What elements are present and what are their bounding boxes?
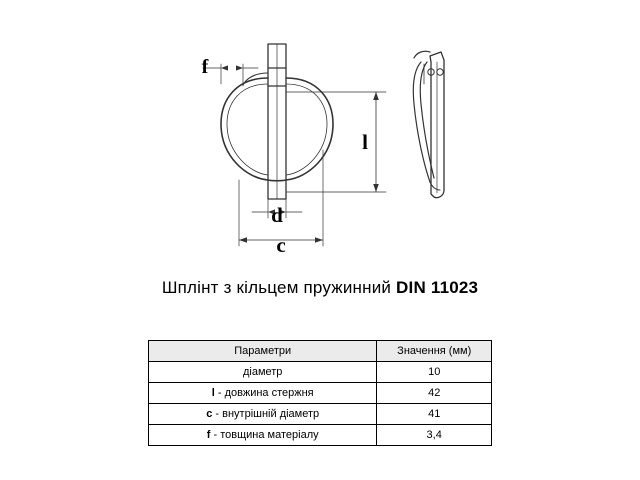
cell-parameter bbox=[149, 404, 377, 425]
table-row bbox=[149, 404, 492, 425]
param-text: - довжина стержня bbox=[214, 387, 314, 399]
product-title-standard: DIN 11023 bbox=[396, 278, 479, 297]
table-row bbox=[149, 383, 492, 404]
cell-value: 10 bbox=[377, 362, 492, 383]
product-title bbox=[0, 278, 640, 298]
spec-table-body bbox=[149, 362, 492, 446]
cell-value: 3,4 bbox=[377, 425, 492, 446]
cell-parameter bbox=[149, 383, 377, 404]
param-text: - внутрішній діаметр bbox=[212, 408, 320, 420]
param-symbol: c bbox=[206, 408, 213, 420]
table-header-row bbox=[149, 341, 492, 362]
cell-value: 42 bbox=[377, 383, 492, 404]
spec-table-head bbox=[149, 341, 492, 362]
table-row bbox=[149, 425, 492, 446]
column-header-value: Значення (мм) bbox=[377, 341, 492, 362]
dimension-label-f: f bbox=[201, 56, 209, 78]
cell-parameter bbox=[149, 425, 377, 446]
product-title-name: Шплінт з кільцем пружинний bbox=[161, 278, 397, 297]
cell-parameter bbox=[149, 362, 377, 383]
dimension-label-l: l bbox=[362, 130, 368, 154]
param-text: діаметр bbox=[242, 366, 283, 378]
param-text: - товщина матеріалу bbox=[210, 429, 319, 441]
column-header-parameter: Параметри bbox=[149, 341, 377, 362]
dimension-label-d: d bbox=[271, 203, 283, 227]
cell-value: 41 bbox=[377, 404, 492, 425]
param-symbol: f bbox=[206, 429, 211, 441]
dimension-label-c: c bbox=[276, 233, 286, 257]
param-symbol: l bbox=[211, 387, 215, 399]
table-row bbox=[149, 362, 492, 383]
spec-table bbox=[148, 340, 492, 446]
spec-table-wrapper bbox=[148, 340, 492, 446]
